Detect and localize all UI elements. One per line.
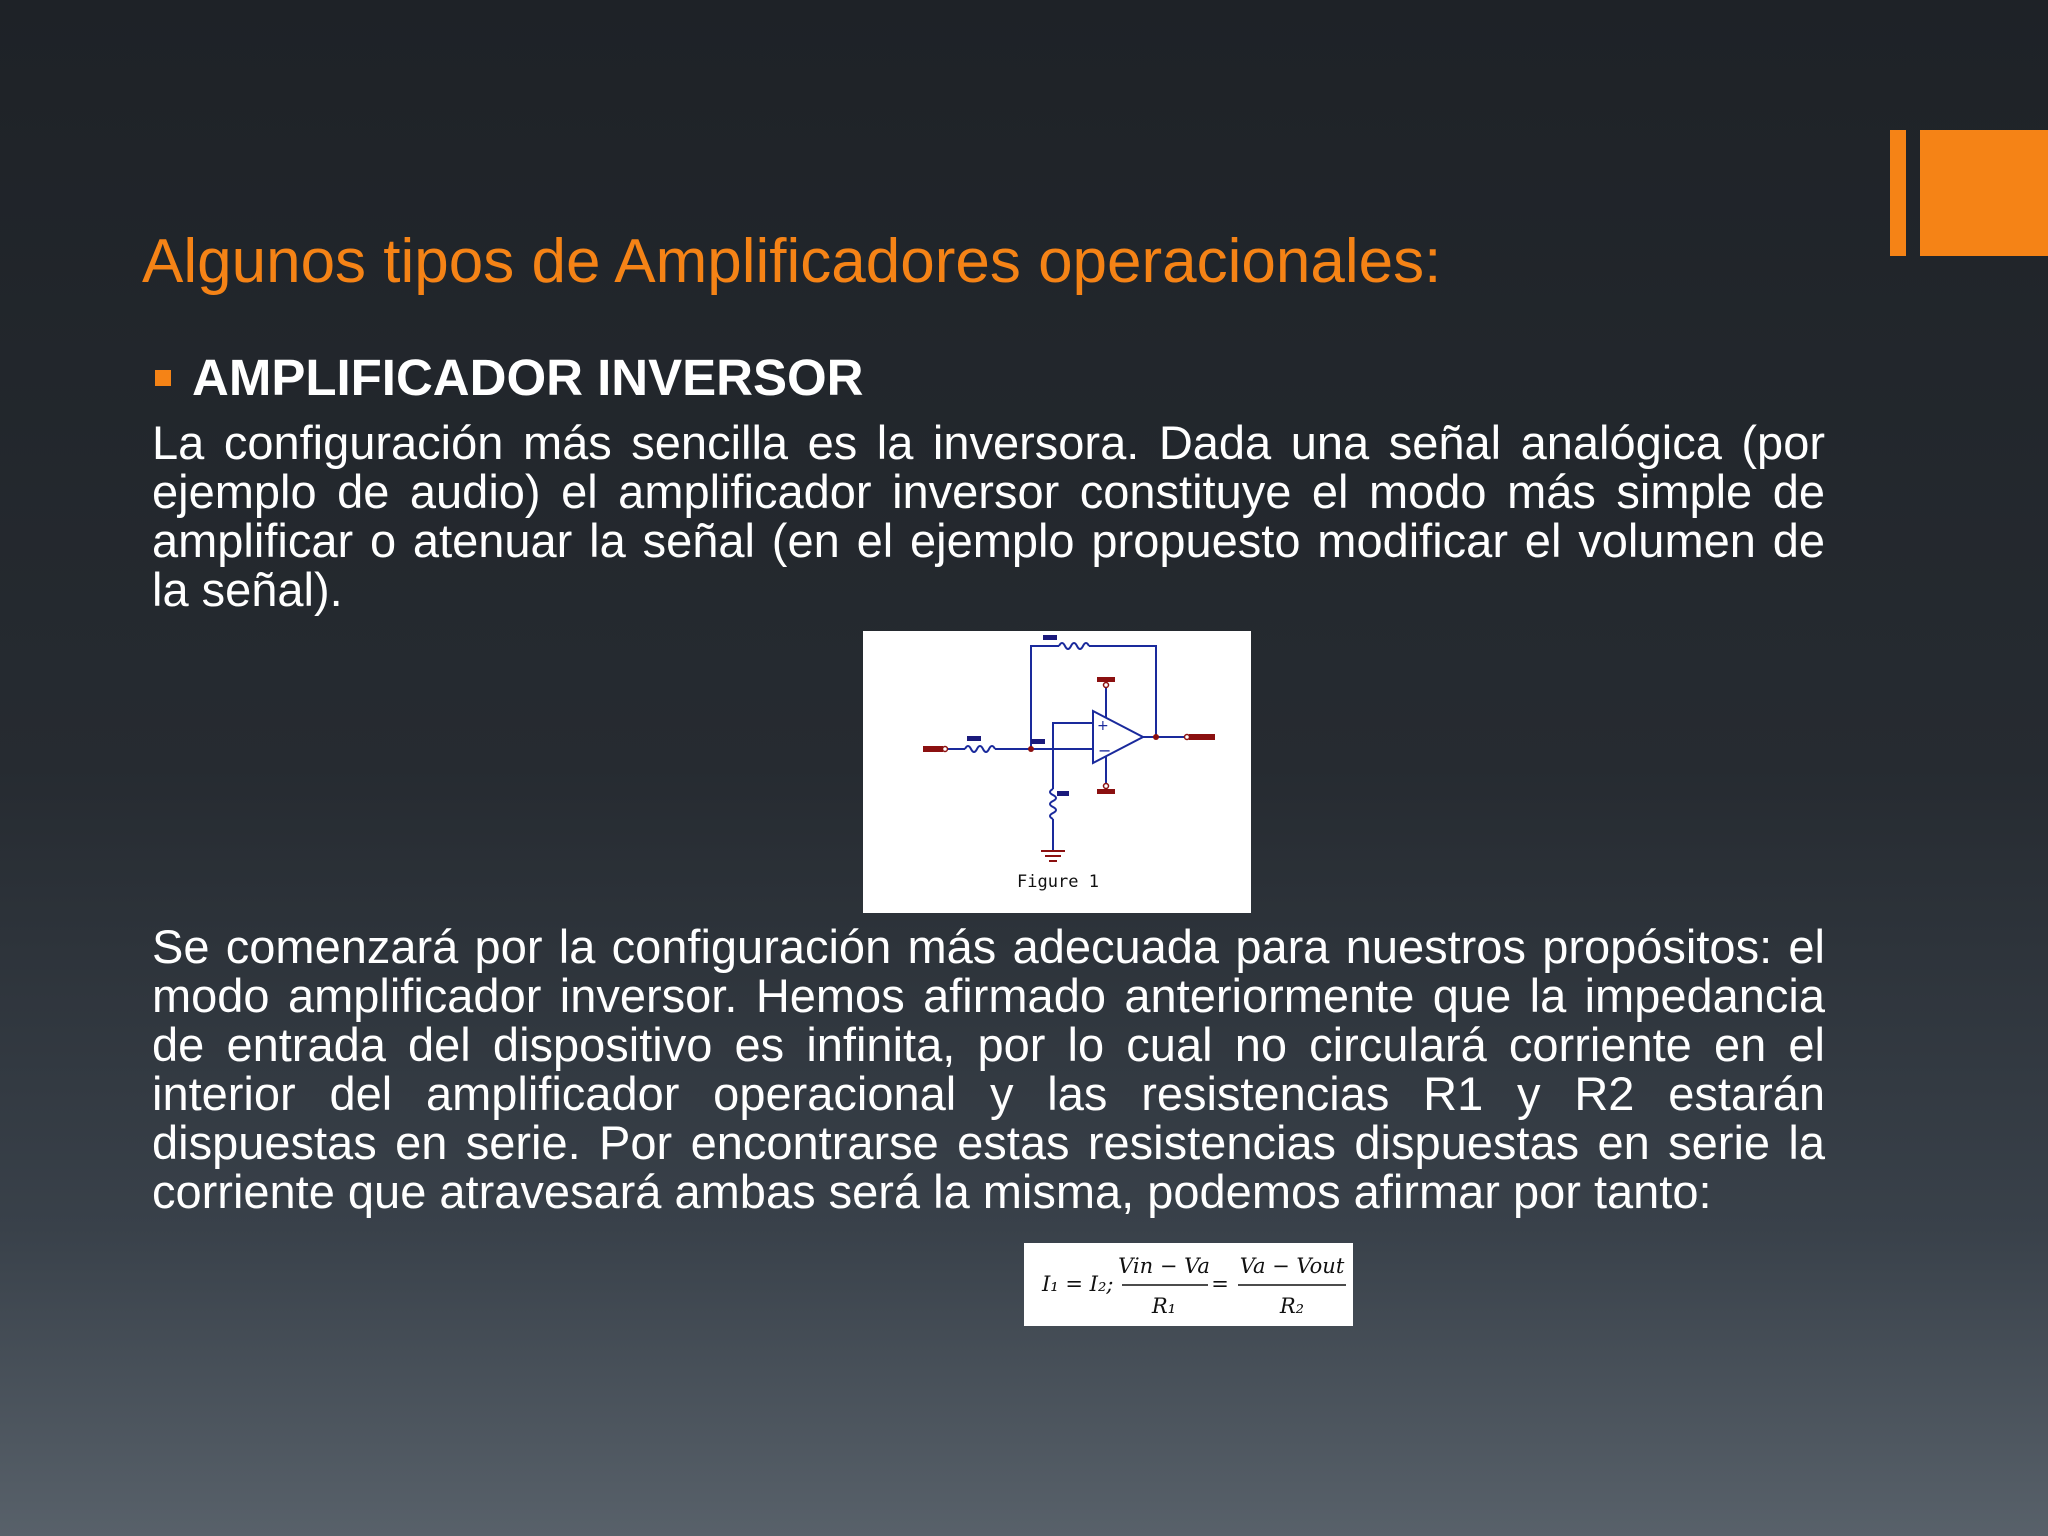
equation-denominator-1: R₁ [1151,1294,1177,1318]
equation-graphic [1024,1243,1353,1326]
ground-symbol [1041,851,1065,861]
inverting-amplifier-diagram [863,631,1251,913]
feedback-wire-left [1031,646,1059,749]
plus-sign: + [1097,718,1109,734]
equation-numerator-1: Vin − Va [1118,1254,1210,1278]
noninverting-wire [1053,723,1093,789]
input-resistor [965,746,995,752]
equation-denominator-2: R₂ [1279,1294,1305,1318]
paragraph-explanation: Se comenzará por la configuración más adecuada para nuestros propósitos: el modo amplificador inversor. Hemos afirmado anteriormente que la impedancia de entrada del dispositivo es infinita, por lo cual no circulará corriente en el interior del amplificador operacional y las resistencias R1 y R2 estarán dispuestas en serie. Por encontrarse estas resistencias dispuestas en serie la corriente que atravesará ambas será la misma, podemos afirmar por tanto: [152,920,1825,1218]
terminals [923,677,1215,794]
square-bullet-icon [155,370,171,386]
feedback-resistor [1059,643,1089,649]
current-equation [1024,1243,1353,1326]
ground-resistor [1050,789,1056,819]
equation-equals: = [1211,1272,1229,1296]
circuit-figure [863,631,1251,913]
slide-title: Algunos tipos de Amplificadores operacionales: [142,227,1442,296]
equation-numerator-2: Va − Vout [1239,1254,1345,1278]
minus-sign: − [1098,741,1112,760]
paragraph-intro: La configuración más sencilla es la inversora. Dada una señal analógica (por ejemplo de audio) el amplificador inversor constituye el modo más simple de amplificar o atenuar la señal (en el ejemplo propuesto modificar el volumen de la señal). [152,416,1825,616]
accent-bar-thick [1920,130,2048,256]
figure-caption: Figure 1 [1017,872,1099,892]
slide-subtitle: AMPLIFICADOR INVERSOR [192,349,864,406]
accent-bar-thin [1890,130,1906,256]
equation-lhs: I₁ = I₂; [1042,1272,1114,1296]
